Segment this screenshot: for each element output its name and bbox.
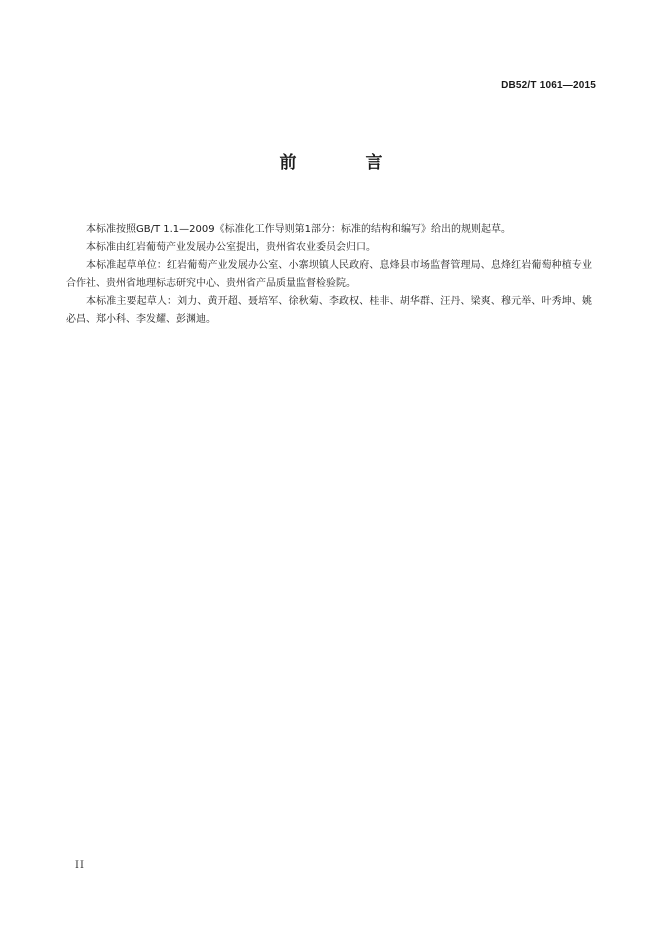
page-number: II	[75, 860, 85, 871]
standard-code: DB52/T 1061—2015	[501, 80, 596, 91]
paragraph-drafting-units: 本标准起草单位：红岩葡萄产业发展办公室、小寨坝镇人民政府、息烽县市场监督管理局、息烽红岩葡萄种植专业合作社、贵州省地理标志研究中心、贵州省产品质量监督检验院。	[66, 260, 592, 289]
paragraph-drafters: 本标准主要起草人：刘力、黄开超、聂培军、徐秋菊、李政权、桂非、胡华群、汪丹、梁爽、穆元举、叶秀坤、姚必昌、郑小科、李发耀、彭渊迪。	[66, 296, 592, 325]
page-title: 前 言	[279, 153, 409, 173]
foreword-body	[66, 221, 592, 329]
paragraph-drafting-rules: 本标准按照GB/T 1.1—2009《标准化工作导则第1部分：标准的结构和编写》给出的规则起草。	[86, 224, 511, 235]
paragraph-proposer: 本标准由红岩葡萄产业发展办公室提出，贵州省农业委员会归口。	[86, 242, 376, 253]
